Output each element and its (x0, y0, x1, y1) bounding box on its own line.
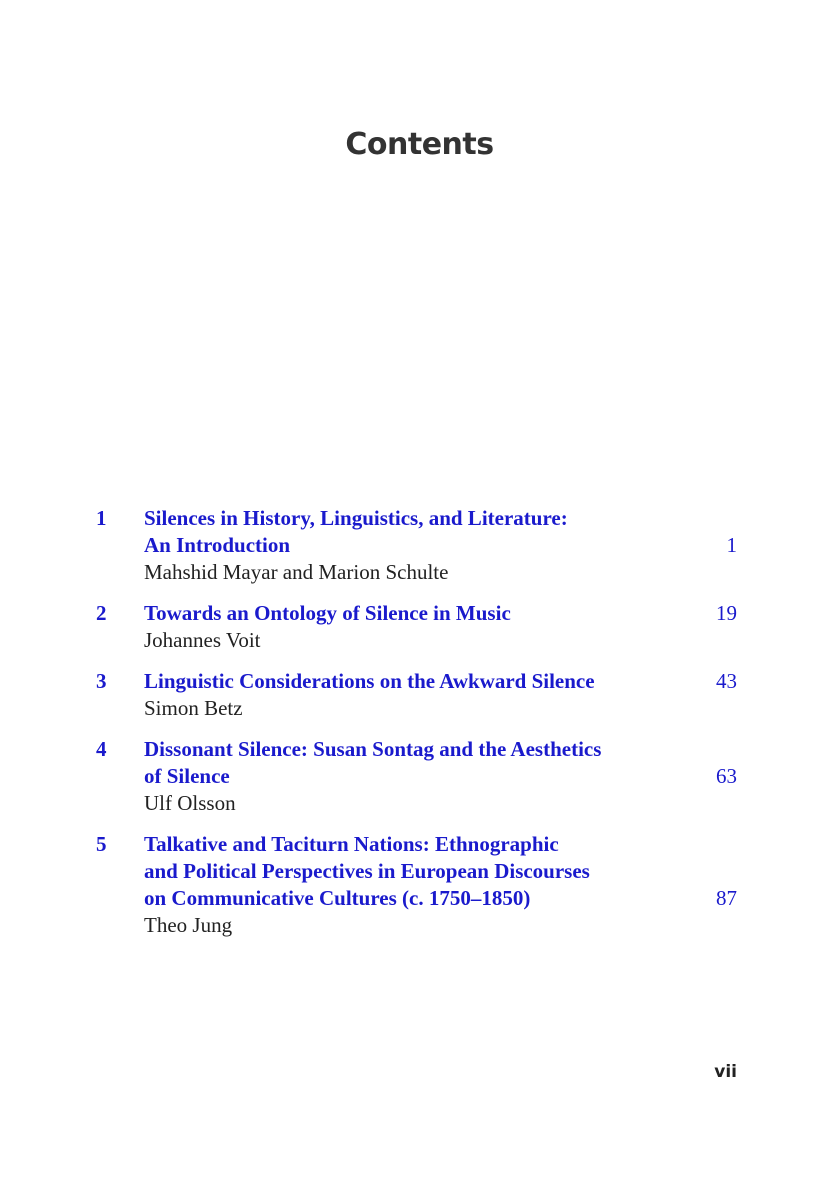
chapter-title-line[interactable]: on Communicative Cultures (c. 1750–1850) (144, 886, 531, 910)
chapter-author: Ulf Olsson (144, 791, 236, 815)
chapter-title-line[interactable]: Silences in History, Linguistics, and Literature: (144, 506, 568, 530)
chapter-author: Johannes Voit (144, 628, 261, 652)
page-number[interactable]: 1 (726, 533, 737, 557)
page-title: Contents (345, 127, 494, 162)
chapter-title-line[interactable]: Towards an Ontology of Silence in Music (144, 601, 511, 625)
chapter-number: 1 (96, 506, 107, 530)
toc-entry-3[interactable] (96, 668, 737, 722)
page-number[interactable]: 63 (716, 764, 737, 788)
chapter-title-line[interactable]: An Introduction (144, 533, 291, 557)
toc-entry-5[interactable] (96, 831, 737, 939)
page-number[interactable]: 43 (716, 669, 737, 693)
chapter-title-line[interactable]: Dissonant Silence: Susan Sontag and the Aesthetics (144, 737, 602, 761)
chapter-number: 4 (96, 737, 107, 761)
table-of-contents (96, 505, 737, 953)
page-number[interactable]: 19 (716, 601, 737, 625)
toc-entry-4[interactable] (96, 736, 737, 817)
chapter-title-line[interactable]: Linguistic Considerations on the Awkward Silence (144, 669, 595, 693)
toc-entry-1[interactable] (96, 505, 737, 586)
page-number[interactable]: 87 (716, 886, 737, 910)
chapter-number: 2 (96, 601, 107, 625)
chapter-number: 5 (96, 832, 107, 856)
toc-entry-2[interactable] (96, 600, 737, 654)
chapter-author: Mahshid Mayar and Marion Schulte (144, 560, 449, 584)
chapter-title-line[interactable]: of Silence (144, 764, 230, 788)
chapter-author: Theo Jung (144, 913, 233, 937)
chapter-number: 3 (96, 669, 107, 693)
page-folio: vii (714, 1062, 737, 1082)
chapter-title-line[interactable]: Talkative and Taciturn Nations: Ethnographic (144, 832, 559, 856)
chapter-title-line[interactable]: and Political Perspectives in European Discourses (144, 859, 590, 883)
chapter-author: Simon Betz (144, 696, 243, 720)
